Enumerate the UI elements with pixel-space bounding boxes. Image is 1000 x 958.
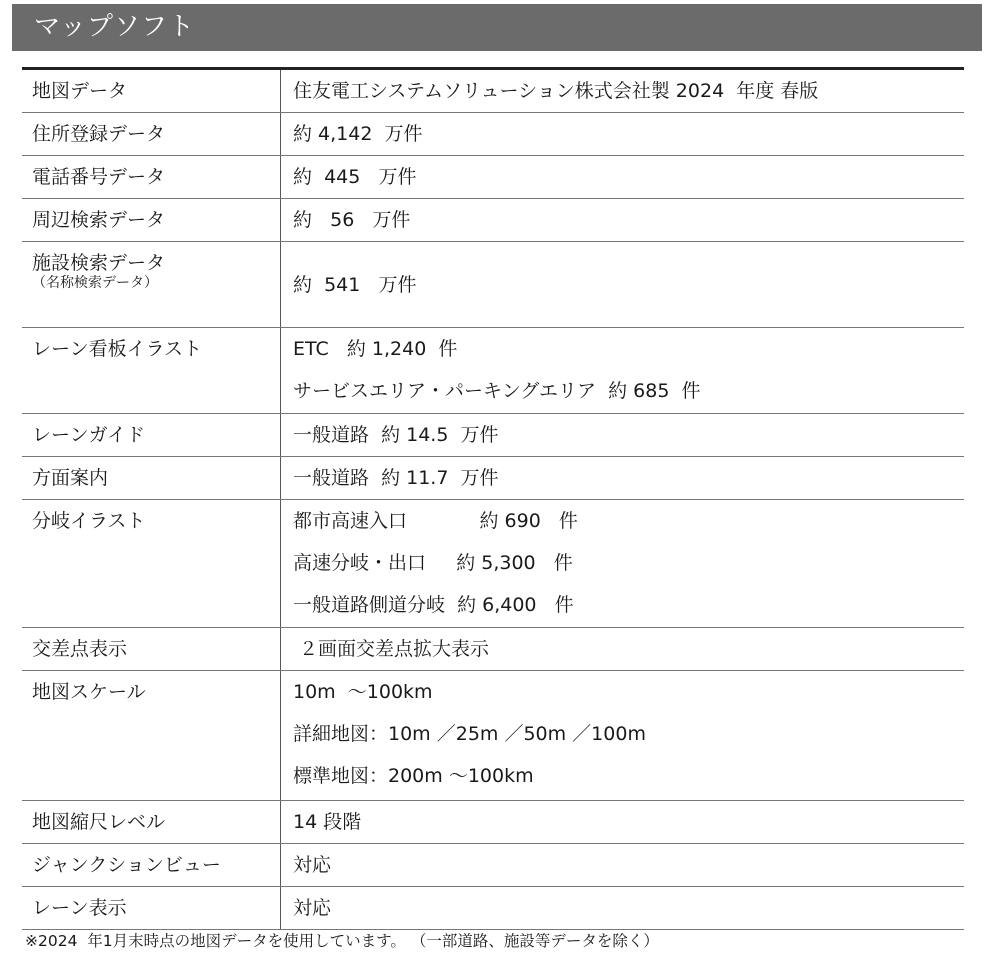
spec-row xyxy=(22,887,964,930)
spec-label: 地図縮尺レベル xyxy=(32,811,166,833)
spec-value-cell xyxy=(281,328,965,414)
spec-label: 住所登録データ xyxy=(32,123,166,145)
spec-label-cell xyxy=(22,414,281,457)
spec-value-cell xyxy=(281,156,965,199)
spec-value: 都市高速入口 約 690 件 xyxy=(293,510,578,532)
spec-value: 一般道路側道分岐 約 6,400 件 xyxy=(293,594,574,616)
spec-value: 対応 xyxy=(293,854,332,876)
spec-label: 地図スケール xyxy=(32,681,146,703)
spec-row xyxy=(22,113,964,156)
spec-value-cell xyxy=(281,113,965,156)
spec-value-cell xyxy=(281,671,965,801)
spec-label: 周辺検索データ xyxy=(32,209,166,231)
spec-value: 一般道路 約 14.5 万件 xyxy=(293,424,499,446)
spec-label: 交差点表示 xyxy=(32,638,128,660)
spec-value-cell xyxy=(281,844,965,887)
spec-row xyxy=(22,844,964,887)
spec-label-cell xyxy=(22,887,281,930)
spec-label-cell xyxy=(22,844,281,887)
spec-row xyxy=(22,801,964,844)
spec-label-cell xyxy=(22,500,281,628)
spec-label-cell xyxy=(22,328,281,414)
section-title: マップソフト xyxy=(34,12,195,42)
spec-row xyxy=(22,414,964,457)
spec-value: 約 4,142 万件 xyxy=(293,123,423,145)
spec-label-cell xyxy=(22,69,281,113)
spec-value-cell xyxy=(281,242,965,328)
spec-table xyxy=(22,67,964,930)
spec-row xyxy=(22,671,964,801)
spec-label: 地図データ xyxy=(32,80,128,102)
spec-row xyxy=(22,242,964,328)
spec-label: 施設検索データ xyxy=(32,252,166,274)
spec-row xyxy=(22,69,964,113)
spec-label-cell xyxy=(22,242,281,328)
spec-value: サービスエリア・パーキングエリア 約 685 件 xyxy=(293,380,701,402)
spec-row xyxy=(22,156,964,199)
spec-label-cell xyxy=(22,671,281,801)
spec-label-cell xyxy=(22,628,281,671)
spec-value-cell xyxy=(281,457,965,500)
spec-label: レーン看板イラスト xyxy=(32,338,203,360)
spec-label: レーン表示 xyxy=(32,897,127,919)
spec-value-cell xyxy=(281,500,965,628)
spec-value: 標準地図：200m ～100km xyxy=(293,765,534,787)
spec-value: 約 56 万件 xyxy=(293,209,411,231)
spec-label-cell xyxy=(22,199,281,242)
spec-label-cell xyxy=(22,457,281,500)
spec-value-cell xyxy=(281,69,965,113)
spec-value: 高速分岐・出口 約 5,300 件 xyxy=(293,552,573,574)
spec-sublabel: （名称検索データ） xyxy=(32,275,158,291)
spec-value-cell xyxy=(281,801,965,844)
spec-value: 詳細地図：10m ／25m ／50m ／100m xyxy=(293,723,646,745)
spec-value: 一般道路 約 11.7 万件 xyxy=(293,467,499,489)
spec-label: 電話番号データ xyxy=(32,166,166,188)
spec-row xyxy=(22,628,964,671)
spec-label-cell xyxy=(22,156,281,199)
spec-value: 10m ～100km xyxy=(293,681,433,703)
spec-value: ETC 約 1,240 件 xyxy=(293,338,458,360)
spec-value-cell xyxy=(281,414,965,457)
spec-label-cell xyxy=(22,801,281,844)
spec-value: 約 541 万件 xyxy=(293,273,417,296)
spec-row xyxy=(22,500,964,628)
spec-label: ジャンクションビュー xyxy=(32,854,221,876)
spec-label-cell xyxy=(22,113,281,156)
spec-value: 対応 xyxy=(293,897,332,919)
spec-value: ２画面交差点拡大表示 xyxy=(293,638,490,660)
spec-value-cell xyxy=(281,199,965,242)
spec-value-cell xyxy=(281,628,965,671)
spec-row xyxy=(22,328,964,414)
spec-row xyxy=(22,457,964,500)
section-header xyxy=(12,4,982,51)
spec-value: 住友電工システムソリューション株式会社製 2024 年度 春版 xyxy=(293,80,819,102)
spec-value: 約 445 万件 xyxy=(293,166,417,188)
spec-row xyxy=(22,199,964,242)
spec-value: 14 段階 xyxy=(293,811,362,833)
spec-value-cell xyxy=(281,887,965,930)
spec-label: 分岐イラスト xyxy=(32,510,146,532)
spec-label: 方面案内 xyxy=(32,467,109,489)
footnote: ※2024 年1月末時点の地図データを使用しています。 （一部道路、施設等データを除く） xyxy=(25,932,659,950)
spec-label: レーンガイド xyxy=(32,424,146,446)
spec-table-body xyxy=(22,69,964,930)
